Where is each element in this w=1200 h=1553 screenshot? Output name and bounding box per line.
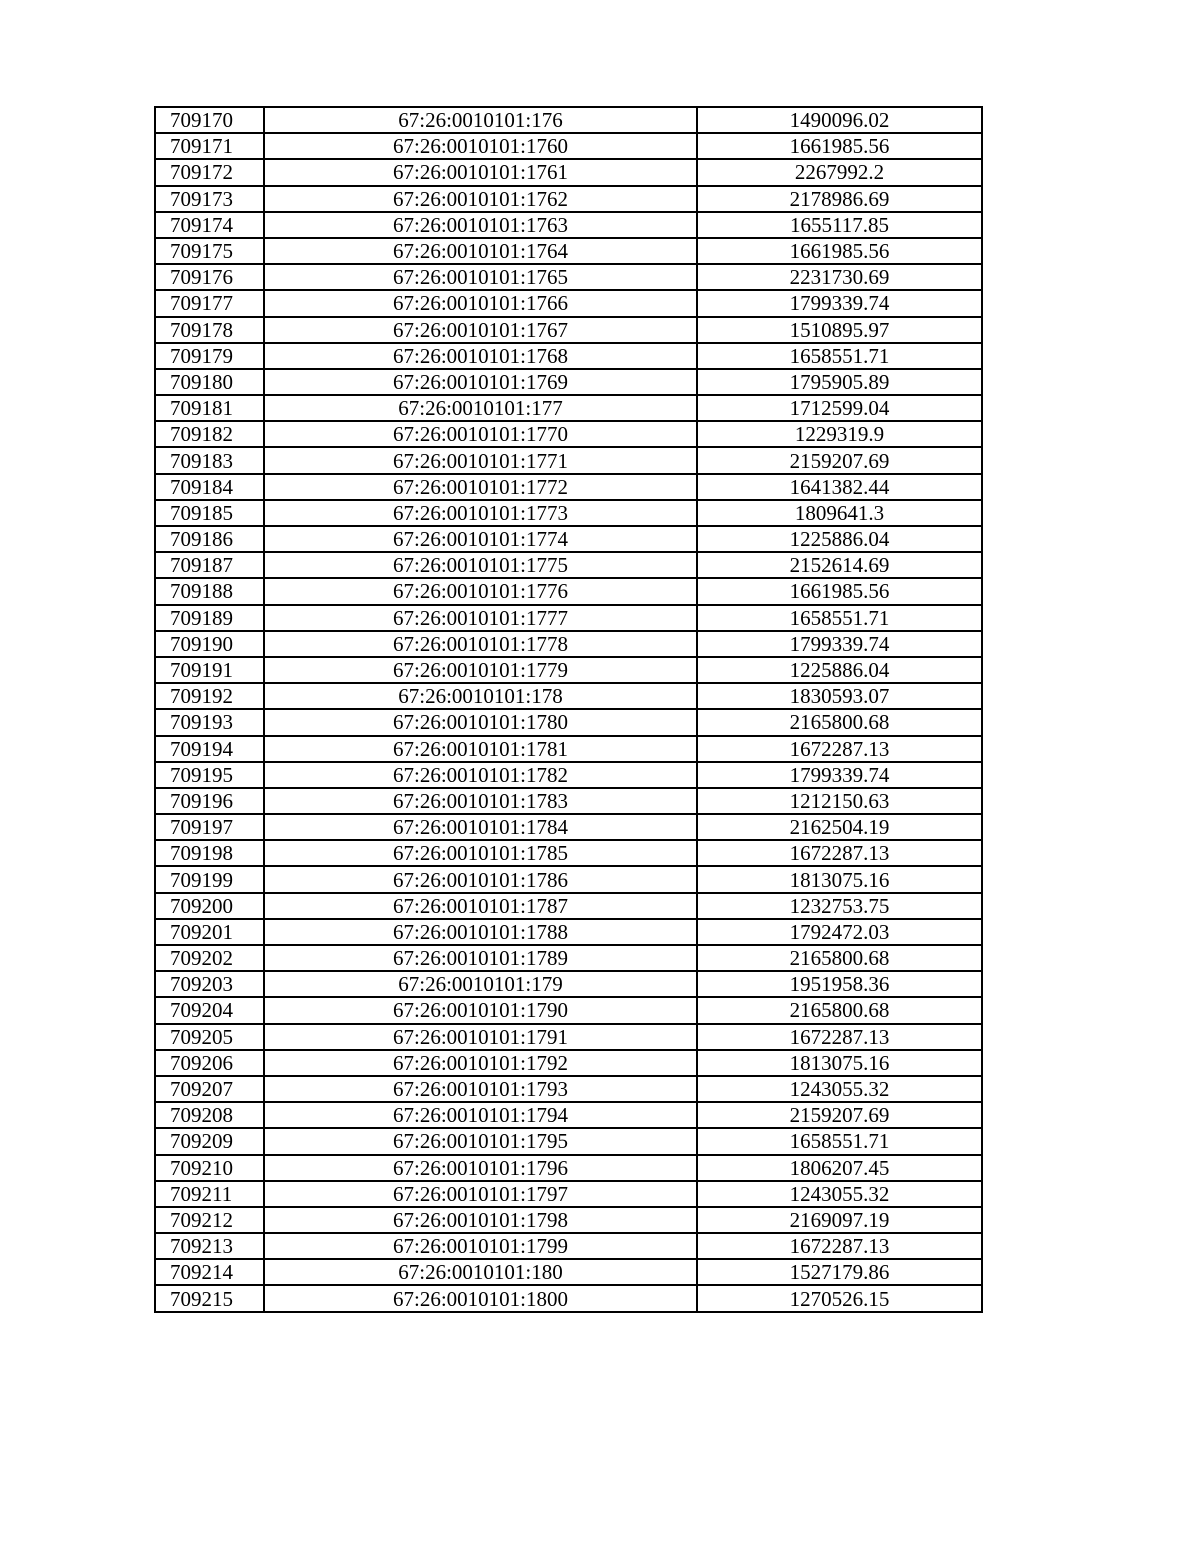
- cadastral-value-cell: 2152614.69: [697, 552, 982, 578]
- table-row: [155, 762, 982, 788]
- cadastral-value-cell: 1799339.74: [697, 631, 982, 657]
- row-number-cell: 709210: [155, 1155, 264, 1181]
- cadastral-value-cell: 1672287.13: [697, 736, 982, 762]
- cadastral-number-cell: 67:26:0010101:1773: [264, 500, 697, 526]
- row-number-cell: 709176: [155, 264, 264, 290]
- cadastral-value-cell: 1813075.16: [697, 1050, 982, 1076]
- cadastral-value-cell: 1661985.56: [697, 238, 982, 264]
- cadastral-value-cell: 1672287.13: [697, 1024, 982, 1050]
- cadastral-number-cell: 67:26:0010101:1793: [264, 1076, 697, 1102]
- table-row: [155, 971, 982, 997]
- cadastral-value-table: [154, 106, 983, 1313]
- cadastral-value-cell: 1672287.13: [697, 1233, 982, 1259]
- cadastral-number-cell: 67:26:0010101:177: [264, 395, 697, 421]
- row-number-cell: 709213: [155, 1233, 264, 1259]
- table-row: [155, 893, 982, 919]
- cadastral-number-cell: 67:26:0010101:1774: [264, 526, 697, 552]
- table-row: [155, 1076, 982, 1102]
- row-number-cell: 709205: [155, 1024, 264, 1050]
- cadastral-number-cell: 67:26:0010101:1760: [264, 133, 697, 159]
- table-row: [155, 500, 982, 526]
- table-row: [155, 657, 982, 683]
- table-row: [155, 919, 982, 945]
- table-row: [155, 369, 982, 395]
- cadastral-number-cell: 67:26:0010101:1764: [264, 238, 697, 264]
- cadastral-number-cell: 67:26:0010101:1779: [264, 657, 697, 683]
- row-number-cell: 709170: [155, 107, 264, 133]
- cadastral-value-cell: 1661985.56: [697, 578, 982, 604]
- table-row: [155, 1259, 982, 1285]
- cadastral-number-cell: 67:26:0010101:1775: [264, 552, 697, 578]
- cadastral-value-cell: 1243055.32: [697, 1076, 982, 1102]
- cadastral-value-cell: 1795905.89: [697, 369, 982, 395]
- row-number-cell: 709211: [155, 1181, 264, 1207]
- table-row: [155, 343, 982, 369]
- row-number-cell: 709202: [155, 945, 264, 971]
- cadastral-value-cell: 1232753.75: [697, 893, 982, 919]
- row-number-cell: 709195: [155, 762, 264, 788]
- table-row: [155, 264, 982, 290]
- cadastral-value-cell: 2231730.69: [697, 264, 982, 290]
- table-row: [155, 814, 982, 840]
- row-number-cell: 709204: [155, 997, 264, 1023]
- cadastral-number-cell: 67:26:0010101:1772: [264, 474, 697, 500]
- cadastral-number-cell: 67:26:0010101:1796: [264, 1155, 697, 1181]
- cadastral-number-cell: 67:26:0010101:1794: [264, 1102, 697, 1128]
- row-number-cell: 709215: [155, 1285, 264, 1311]
- cadastral-number-cell: 67:26:0010101:1788: [264, 919, 697, 945]
- cadastral-number-cell: 67:26:0010101:1800: [264, 1285, 697, 1311]
- cadastral-number-cell: 67:26:0010101:176: [264, 107, 697, 133]
- cadastral-value-cell: 2178986.69: [697, 186, 982, 212]
- cadastral-value-cell: 2169097.19: [697, 1207, 982, 1233]
- row-number-cell: 709191: [155, 657, 264, 683]
- table-body: [155, 107, 982, 1312]
- cadastral-value-cell: 2165800.68: [697, 709, 982, 735]
- cadastral-value-cell: 1527179.86: [697, 1259, 982, 1285]
- row-number-cell: 709178: [155, 317, 264, 343]
- table-row: [155, 1207, 982, 1233]
- cadastral-number-cell: 67:26:0010101:1789: [264, 945, 697, 971]
- cadastral-value-cell: 1799339.74: [697, 290, 982, 316]
- table-row: [155, 1050, 982, 1076]
- cadastral-number-cell: 67:26:0010101:1784: [264, 814, 697, 840]
- table-row: [155, 605, 982, 631]
- table-row: [155, 159, 982, 185]
- row-number-cell: 709185: [155, 500, 264, 526]
- row-number-cell: 709181: [155, 395, 264, 421]
- cadastral-number-cell: 67:26:0010101:1782: [264, 762, 697, 788]
- table-row: [155, 788, 982, 814]
- row-number-cell: 709190: [155, 631, 264, 657]
- cadastral-number-cell: 67:26:0010101:1763: [264, 212, 697, 238]
- cadastral-value-cell: 1830593.07: [697, 683, 982, 709]
- table-row: [155, 186, 982, 212]
- cadastral-value-cell: 1712599.04: [697, 395, 982, 421]
- row-number-cell: 709187: [155, 552, 264, 578]
- cadastral-value-cell: 1799339.74: [697, 762, 982, 788]
- cadastral-number-cell: 67:26:0010101:1778: [264, 631, 697, 657]
- table-row: [155, 578, 982, 604]
- table-row: [155, 552, 982, 578]
- table-row: [155, 866, 982, 892]
- table-row: [155, 1233, 982, 1259]
- table-row: [155, 317, 982, 343]
- cadastral-value-cell: 1212150.63: [697, 788, 982, 814]
- cadastral-number-cell: 67:26:0010101:1761: [264, 159, 697, 185]
- row-number-cell: 709174: [155, 212, 264, 238]
- cadastral-number-cell: 67:26:0010101:1785: [264, 840, 697, 866]
- cadastral-value-cell: 2267992.2: [697, 159, 982, 185]
- table-row: [155, 631, 982, 657]
- cadastral-number-cell: 67:26:0010101:1777: [264, 605, 697, 631]
- table-row: [155, 1285, 982, 1311]
- cadastral-value-cell: 1806207.45: [697, 1155, 982, 1181]
- cadastral-value-cell: 1792472.03: [697, 919, 982, 945]
- cadastral-number-cell: 67:26:0010101:1792: [264, 1050, 697, 1076]
- table-row: [155, 840, 982, 866]
- row-number-cell: 709199: [155, 866, 264, 892]
- table-row: [155, 997, 982, 1023]
- cadastral-number-cell: 67:26:0010101:1765: [264, 264, 697, 290]
- cadastral-value-cell: 1951958.36: [697, 971, 982, 997]
- row-number-cell: 709200: [155, 893, 264, 919]
- row-number-cell: 709182: [155, 421, 264, 447]
- cadastral-value-cell: 1813075.16: [697, 866, 982, 892]
- cadastral-value-cell: 1225886.04: [697, 526, 982, 552]
- table-row: [155, 474, 982, 500]
- table-row: [155, 133, 982, 159]
- cadastral-value-cell: 1658551.71: [697, 343, 982, 369]
- cadastral-number-cell: 67:26:0010101:1767: [264, 317, 697, 343]
- cadastral-number-cell: 67:26:0010101:1790: [264, 997, 697, 1023]
- table-row: [155, 447, 982, 473]
- cadastral-number-cell: 67:26:0010101:1770: [264, 421, 697, 447]
- row-number-cell: 709189: [155, 605, 264, 631]
- table-row: [155, 736, 982, 762]
- row-number-cell: 709179: [155, 343, 264, 369]
- table-row: [155, 683, 982, 709]
- cadastral-value-cell: 2159207.69: [697, 1102, 982, 1128]
- cadastral-number-cell: 67:26:0010101:1762: [264, 186, 697, 212]
- row-number-cell: 709177: [155, 290, 264, 316]
- cadastral-value-cell: 1809641.3: [697, 500, 982, 526]
- row-number-cell: 709212: [155, 1207, 264, 1233]
- row-number-cell: 709173: [155, 186, 264, 212]
- row-number-cell: 709214: [155, 1259, 264, 1285]
- table-row: [155, 290, 982, 316]
- row-number-cell: 709193: [155, 709, 264, 735]
- cadastral-value-cell: 1243055.32: [697, 1181, 982, 1207]
- cadastral-number-cell: 67:26:0010101:1791: [264, 1024, 697, 1050]
- cadastral-value-cell: 1490096.02: [697, 107, 982, 133]
- cadastral-number-cell: 67:26:0010101:1783: [264, 788, 697, 814]
- table-row: [155, 421, 982, 447]
- row-number-cell: 709184: [155, 474, 264, 500]
- table-row: [155, 395, 982, 421]
- table-row: [155, 945, 982, 971]
- cadastral-number-cell: 67:26:0010101:1769: [264, 369, 697, 395]
- cadastral-number-cell: 67:26:0010101:1787: [264, 893, 697, 919]
- cadastral-number-cell: 67:26:0010101:1766: [264, 290, 697, 316]
- table-row: [155, 212, 982, 238]
- cadastral-number-cell: 67:26:0010101:179: [264, 971, 697, 997]
- table-row: [155, 526, 982, 552]
- row-number-cell: 709186: [155, 526, 264, 552]
- row-number-cell: 709209: [155, 1128, 264, 1154]
- cadastral-number-cell: 67:26:0010101:1768: [264, 343, 697, 369]
- table-row: [155, 1128, 982, 1154]
- table-row: [155, 1155, 982, 1181]
- cadastral-value-cell: 1658551.71: [697, 605, 982, 631]
- cadastral-number-cell: 67:26:0010101:1781: [264, 736, 697, 762]
- row-number-cell: 709171: [155, 133, 264, 159]
- row-number-cell: 709192: [155, 683, 264, 709]
- cadastral-value-cell: 1655117.85: [697, 212, 982, 238]
- cadastral-value-cell: 1229319.9: [697, 421, 982, 447]
- cadastral-number-cell: 67:26:0010101:1776: [264, 578, 697, 604]
- cadastral-value-cell: 2165800.68: [697, 997, 982, 1023]
- cadastral-number-cell: 67:26:0010101:1798: [264, 1207, 697, 1233]
- cadastral-value-cell: 1661985.56: [697, 133, 982, 159]
- row-number-cell: 709180: [155, 369, 264, 395]
- table-row: [155, 709, 982, 735]
- cadastral-number-cell: 67:26:0010101:1797: [264, 1181, 697, 1207]
- row-number-cell: 709175: [155, 238, 264, 264]
- table-row: [155, 1024, 982, 1050]
- row-number-cell: 709194: [155, 736, 264, 762]
- cadastral-value-cell: 1672287.13: [697, 840, 982, 866]
- row-number-cell: 709206: [155, 1050, 264, 1076]
- cadastral-value-cell: 2159207.69: [697, 447, 982, 473]
- cadastral-value-cell: 1510895.97: [697, 317, 982, 343]
- cadastral-number-cell: 67:26:0010101:180: [264, 1259, 697, 1285]
- cadastral-value-cell: 1225886.04: [697, 657, 982, 683]
- cadastral-number-cell: 67:26:0010101:1795: [264, 1128, 697, 1154]
- row-number-cell: 709208: [155, 1102, 264, 1128]
- row-number-cell: 709188: [155, 578, 264, 604]
- table-row: [155, 238, 982, 264]
- cadastral-value-cell: 1658551.71: [697, 1128, 982, 1154]
- row-number-cell: 709172: [155, 159, 264, 185]
- cadastral-number-cell: 67:26:0010101:178: [264, 683, 697, 709]
- cadastral-value-cell: 2165800.68: [697, 945, 982, 971]
- row-number-cell: 709198: [155, 840, 264, 866]
- cadastral-number-cell: 67:26:0010101:1780: [264, 709, 697, 735]
- cadastral-value-cell: 2162504.19: [697, 814, 982, 840]
- table-row: [155, 1102, 982, 1128]
- row-number-cell: 709207: [155, 1076, 264, 1102]
- table-row: [155, 1181, 982, 1207]
- cadastral-number-cell: 67:26:0010101:1771: [264, 447, 697, 473]
- cadastral-value-cell: 1641382.44: [697, 474, 982, 500]
- table-row: [155, 107, 982, 133]
- cadastral-value-cell: 1270526.15: [697, 1285, 982, 1311]
- row-number-cell: 709203: [155, 971, 264, 997]
- row-number-cell: 709201: [155, 919, 264, 945]
- row-number-cell: 709196: [155, 788, 264, 814]
- cadastral-number-cell: 67:26:0010101:1799: [264, 1233, 697, 1259]
- row-number-cell: 709183: [155, 447, 264, 473]
- row-number-cell: 709197: [155, 814, 264, 840]
- cadastral-number-cell: 67:26:0010101:1786: [264, 866, 697, 892]
